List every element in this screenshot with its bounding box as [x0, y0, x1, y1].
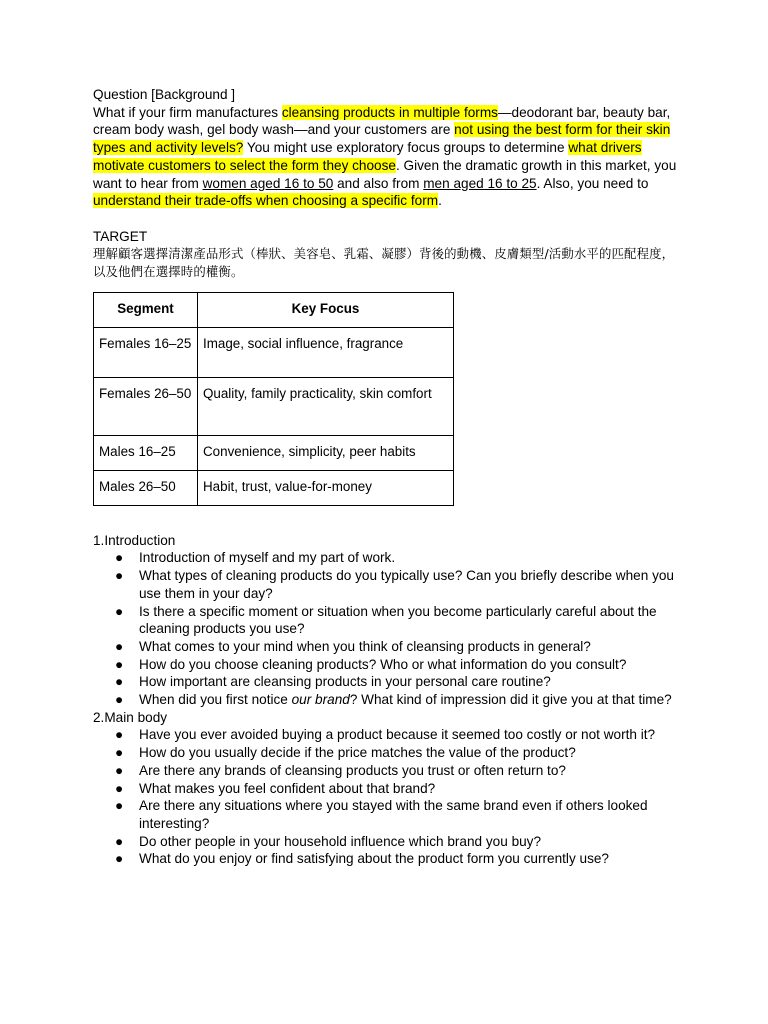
list-item: [115, 673, 678, 691]
bullet-icon: ●: [115, 727, 124, 743]
text-run: and also from: [333, 175, 424, 191]
text-run: understand their trade-offs when choosing a specific form: [93, 193, 439, 209]
list-item: [115, 833, 678, 851]
table-header-row: [94, 292, 454, 327]
text-run: How important are cleansing products in your personal care routine?: [139, 674, 551, 690]
bullet-icon: ●: [115, 638, 124, 654]
text-run: What comes to your mind when you think of cleansing products in general?: [139, 638, 591, 654]
segment-cell: Males 26–50: [94, 470, 198, 505]
text-run: Have you ever avoided buying a product because it seemed too costly or not worth it?: [139, 727, 656, 743]
text-run: what drivers motivate customers to select the form they choose: [93, 140, 642, 173]
bullet-icon: ●: [115, 550, 124, 566]
text-run: —deodorant bar, beauty bar, cream body wash, gel body wash—and your customers are: [93, 104, 671, 138]
table-row: [94, 470, 454, 505]
text-run: our brand: [291, 692, 350, 708]
main-body-heading: 2.Main body: [93, 709, 168, 725]
segment-cell: Females 26–50: [94, 377, 198, 435]
focus-cell: Convenience, simplicity, peer habits: [198, 435, 454, 470]
list-item: [115, 780, 678, 798]
text-run: women aged 16 to 50: [202, 175, 334, 191]
text-run: Introduction of myself and my part of work.: [139, 550, 396, 566]
text-run: Is there a specific moment or situation when you become particularly careful about the cleaning products you use?: [139, 603, 657, 637]
text-run: . Given the dramatic growth in this market, you want to hear from: [93, 157, 677, 191]
text-run: cleansing products in multiple forms: [281, 104, 498, 120]
text-run: . Also, you need to: [536, 175, 649, 191]
text-run: What do you enjoy or find satisfying about the product form you currently use?: [139, 851, 609, 867]
text-run: What types of cleaning products do you typically use? Can you briefly describe when you use them in your day?: [139, 568, 674, 601]
table-row: [94, 435, 454, 470]
bullet-icon: ●: [115, 833, 124, 849]
document-body: [93, 86, 678, 868]
list-item: [115, 638, 678, 656]
bullet-icon: ●: [115, 745, 124, 761]
text-run: not using the best form for their skin types and activity levels?: [93, 122, 671, 156]
bullet-icon: ●: [115, 603, 124, 619]
bullet-icon: ●: [115, 692, 124, 708]
table-row: [94, 377, 454, 435]
background-heading: Question [Background ]: [93, 87, 236, 102]
list-item: [115, 726, 678, 744]
focus-cell: Quality, family practicality, skin comfort: [198, 377, 454, 435]
focus-cell: Habit, trust, value-for-money: [198, 470, 454, 505]
segment-cell: Males 16–25: [94, 435, 198, 470]
text-run: How do you usually decide if the price matches the value of the product?: [139, 745, 576, 761]
bullet-icon: ●: [115, 851, 124, 867]
text-run: .: [438, 193, 442, 209]
bullet-icon: ●: [115, 568, 124, 584]
bullet-icon: ●: [115, 780, 124, 796]
bullet-icon: ●: [115, 674, 124, 690]
text-run: Are there any situations where you stayed with the same brand even if others looked interesting?: [139, 798, 648, 831]
list-item: [115, 549, 678, 567]
text-run: How do you choose cleaning products? Who or what information do you consult?: [139, 656, 627, 672]
table-row: [94, 327, 454, 377]
segment-cell: Females 16–25: [94, 327, 198, 377]
list-item: [115, 744, 678, 762]
main-body-list: [93, 726, 678, 868]
text-run: What if your firm manufactures: [93, 104, 282, 120]
text-run: ? What kind of impression did it give you at that time?: [349, 692, 672, 708]
background-paragraph: [93, 104, 678, 210]
text-run: men aged 16 to 25: [423, 175, 537, 191]
list-item: [115, 797, 678, 832]
list-item: [115, 762, 678, 780]
list-item: [115, 656, 678, 674]
introduction-list: [93, 549, 678, 708]
target-heading: TARGET: [93, 228, 148, 244]
focus-cell: Image, social influence, fragrance: [198, 327, 454, 377]
bullet-icon: ●: [115, 762, 124, 778]
bullet-icon: ●: [115, 656, 124, 672]
text-run: When did you first notice: [139, 692, 292, 708]
list-item: [115, 691, 678, 709]
spacer: [93, 506, 678, 532]
list-item: [115, 603, 678, 638]
list-item: [115, 850, 678, 868]
introduction-heading: 1.Introduction: [93, 532, 176, 548]
text-run: You might use exploratory focus groups to determine: [243, 140, 569, 156]
header-segment: Segment: [94, 292, 198, 327]
segments-table: [93, 292, 454, 506]
bullet-icon: ●: [115, 798, 124, 814]
text-run: Are there any brands of cleansing products you trust or often return to?: [139, 762, 566, 778]
list-item: [115, 567, 678, 602]
text-run: Do other people in your household influence which brand you buy?: [139, 833, 542, 849]
header-key-focus: Key Focus: [198, 292, 454, 327]
spacer: [93, 210, 678, 228]
target-text: 理解顧客選擇清潔產品形式（棒狀、美容皂、乳霜、凝膠）背後的動機、皮膚類型/活動水平的匹配程度，以及他們在選擇時的權衡。: [93, 246, 675, 280]
text-run: What makes you feel confident about that brand?: [139, 780, 436, 796]
